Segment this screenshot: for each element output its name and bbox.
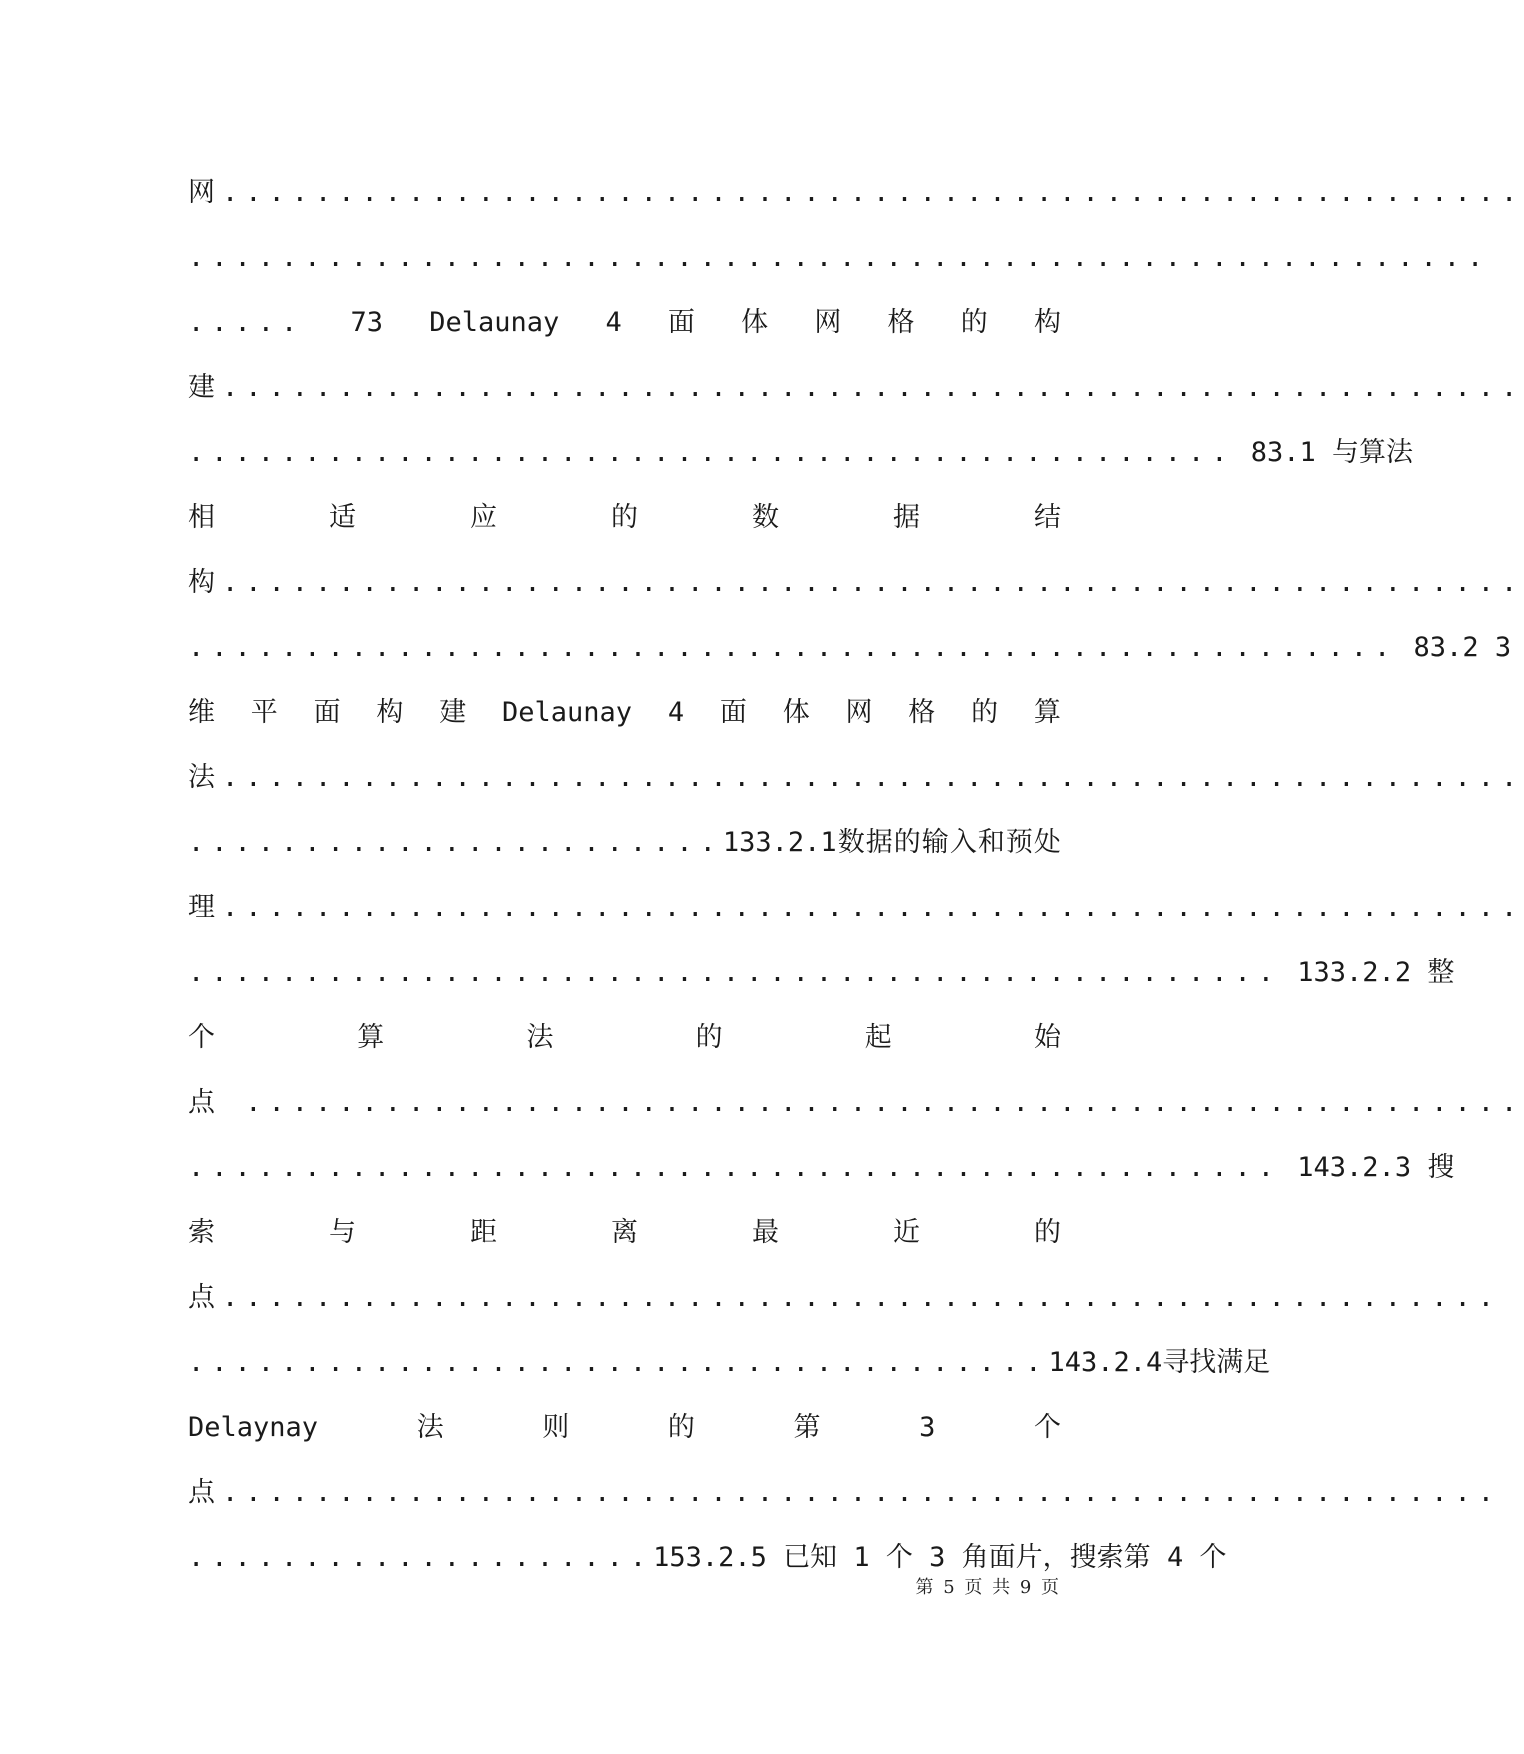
toc-line-9 [188, 680, 1061, 745]
toc-word: 则 [542, 1412, 570, 1443]
toc-word: 体 [782, 697, 810, 728]
toc-word: 据 [893, 502, 920, 533]
toc-word: 索 [188, 1217, 215, 1248]
toc-word: 格 [908, 697, 936, 728]
toc-line-14 [188, 1005, 1061, 1070]
toc-word: 面 [667, 307, 695, 338]
toc-word: 的 [960, 307, 988, 338]
toc-word: 最 [752, 1217, 779, 1248]
toc-word: 据 [865, 827, 893, 858]
toc-word: 网 [845, 697, 873, 728]
toc-leader-dots: ............................................. [188, 437, 1235, 468]
toc-word: 应 [470, 502, 497, 533]
toc-word: 73 [350, 307, 383, 338]
toc-word: 面 [719, 697, 747, 728]
toc-leader-dots: ............................................... [188, 1152, 1282, 1183]
toc-word: 143.2.4 [1048, 1347, 1163, 1378]
toc-word: 算 [1033, 697, 1061, 728]
toc-word: 的 [893, 827, 921, 858]
toc-line-16 [188, 1135, 1455, 1200]
toc-leader-dots: .................... [188, 1542, 654, 1573]
toc-word: 个 [188, 1022, 215, 1053]
toc-word: 输 [921, 827, 949, 858]
toc-entry-number: 143.2.3 搜 [1297, 1152, 1455, 1183]
toc-leader-dots: ............................................... [188, 957, 1282, 988]
toc-word: 面 [313, 697, 341, 728]
toc-entry-number: 83.1 与算法 [1250, 437, 1414, 468]
toc-line-13 [188, 940, 1455, 1005]
toc-word: 与 [329, 1217, 356, 1248]
toc-word: 足 [1243, 1347, 1271, 1378]
toc-line-10: 法........................................................ [188, 762, 1524, 793]
toc-word: 第 [793, 1412, 821, 1443]
toc-line-19 [188, 1330, 1271, 1395]
toc-word: 离 [611, 1217, 638, 1248]
toc-word: 法 [416, 1412, 444, 1443]
toc-word: 入 [949, 827, 977, 858]
toc-word: 建 [439, 697, 467, 728]
toc-line-7: 构........................................................ [188, 567, 1524, 598]
toc-word: 的 [611, 502, 638, 533]
toc-word: 结 [1034, 502, 1061, 533]
toc-word: Delaunay [429, 307, 560, 338]
toc-word: 133.2.1 [722, 827, 837, 858]
table-of-contents [188, 160, 1524, 1590]
toc-word: 平 [250, 697, 278, 728]
toc-word: Delaunay [501, 697, 633, 728]
toc-leader-dots: ..................................... [188, 1347, 1049, 1378]
toc-line-3 [188, 290, 1061, 355]
toc-entry-tail [1048, 1330, 1270, 1395]
toc-line-6 [188, 485, 1061, 550]
toc-line-8 [188, 615, 1512, 680]
toc-line-2: ........................................................ [188, 242, 1491, 273]
toc-line-12: 理........................................................ [188, 892, 1524, 923]
toc-word: 适 [329, 502, 356, 533]
toc-word: 找 [1189, 1347, 1217, 1378]
toc-entry-tail [723, 810, 1061, 875]
toc-word: 格 [887, 307, 915, 338]
toc-line-17 [188, 1200, 1061, 1265]
toc-entry-number: 153.2.5 已知 1 个 3 角面片，搜索第 4 个 [653, 1542, 1227, 1573]
toc-word: 的 [971, 697, 999, 728]
toc-word: 算 [357, 1022, 385, 1053]
toc-line-15: 点 ....................................................... [188, 1087, 1524, 1118]
toc-line-4: 建........................................................ [188, 372, 1524, 403]
toc-word: 数 [837, 827, 865, 858]
toc-line-1: 网........................................................ [188, 177, 1524, 208]
toc-leader-dots: ....................... [188, 827, 723, 858]
toc-word: 预 [1005, 827, 1033, 858]
toc-word: Delaynay [188, 1412, 319, 1443]
toc-word: 近 [893, 1217, 920, 1248]
toc-word: 网 [814, 307, 842, 338]
toc-word: 的 [695, 1022, 723, 1053]
toc-word: ..... [188, 307, 305, 338]
toc-word: 构 [376, 697, 404, 728]
toc-word: 的 [1034, 1217, 1061, 1248]
toc-line-11 [188, 810, 1061, 875]
toc-word: 4 [667, 697, 685, 728]
toc-word: 3 [919, 1412, 936, 1443]
toc-word: 法 [526, 1022, 554, 1053]
toc-word: 相 [188, 502, 215, 533]
toc-word: 体 [741, 307, 769, 338]
page-number-footer: 第 5 页 共 9 页 [915, 1577, 1061, 1598]
toc-line-21: 点....................................................... [188, 1477, 1502, 1508]
toc-word: 和 [977, 827, 1005, 858]
toc-entry-number: 133.2.2 整 [1297, 957, 1455, 988]
toc-entry-number: 83.2 3 [1413, 632, 1512, 663]
toc-word: 构 [1033, 307, 1061, 338]
toc-word: 满 [1216, 1347, 1244, 1378]
toc-word: 个 [1033, 1412, 1061, 1443]
toc-word: 起 [864, 1022, 892, 1053]
toc-line-20 [188, 1395, 1061, 1460]
toc-word: 4 [605, 307, 622, 338]
toc-word: 的 [667, 1412, 695, 1443]
toc-word: 数 [752, 502, 779, 533]
toc-leader-dots: .................................................... [188, 632, 1398, 663]
toc-word: 维 [188, 697, 215, 728]
toc-word: 寻 [1162, 1347, 1190, 1378]
toc-word: 始 [1033, 1022, 1061, 1053]
toc-line-5 [188, 420, 1414, 485]
toc-word: 处 [1033, 827, 1061, 858]
toc-line-18: 点....................................................... [188, 1282, 1502, 1313]
toc-word: 距 [470, 1217, 497, 1248]
